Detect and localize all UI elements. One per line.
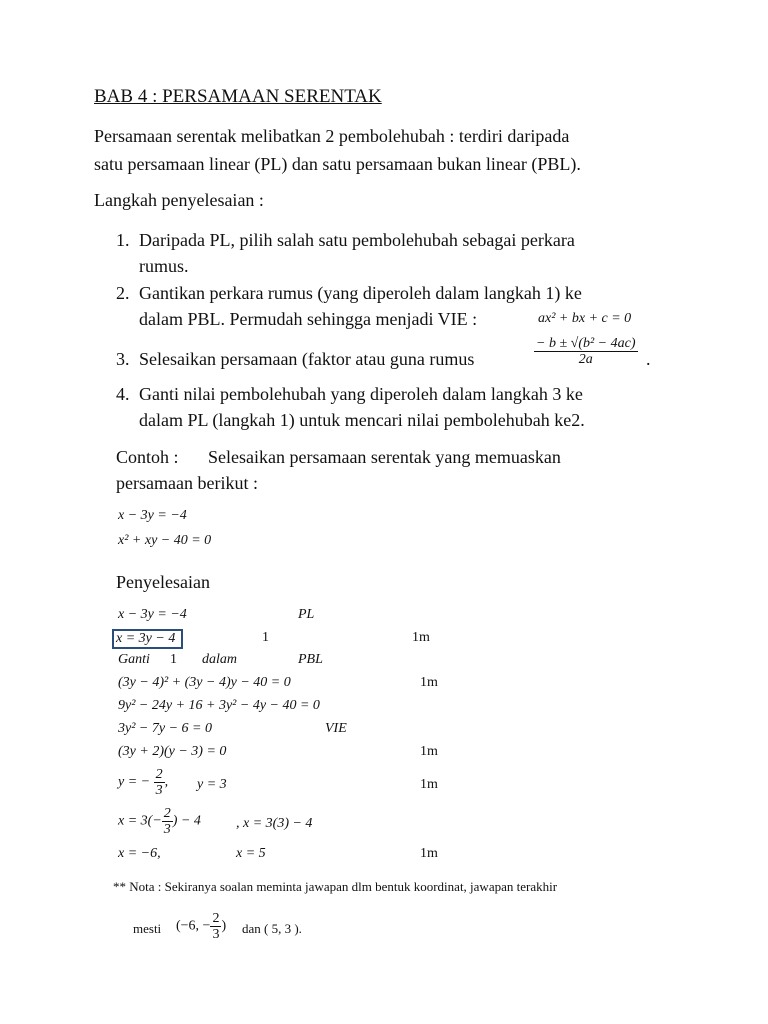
coord-prefix: (−6, − xyxy=(176,918,211,934)
step-1-line-2: rumus. xyxy=(139,256,189,276)
coord-numerator: 2 xyxy=(212,911,220,926)
row-9-suffix: ) − 4 xyxy=(172,813,201,829)
solution-row-9 xyxy=(118,806,201,837)
row-8-denominator: 3 xyxy=(155,783,163,798)
mark-row-8: 1m xyxy=(420,777,438,792)
step-1-line-1: Daripada PL, pilih salah satu pembolehubah sebagai perkara xyxy=(139,230,575,250)
solution-row-4: (3y − 4)² + (3y − 4)y − 40 = 0 xyxy=(118,675,291,690)
step-2-line-1: Gantikan perkara rumus (yang diperoleh dalam langkah 1) ke xyxy=(139,283,582,303)
example-text-2: persamaan berikut : xyxy=(116,473,258,493)
solution-row-6: 3y² − 7y − 6 = 0 xyxy=(118,721,212,736)
formula-denominator: 2a xyxy=(578,352,593,367)
quadratic-root-formula xyxy=(534,336,638,367)
solution-row-3-ganti: Ganti xyxy=(118,652,150,667)
coord-denominator: 3 xyxy=(212,927,220,942)
row-9-denominator: 3 xyxy=(163,822,171,837)
step-4-line-2: dalam PL (langkah 1) untuk mencari nilai pembolehubah ke2. xyxy=(139,410,585,430)
solution-row-3-one: 1 xyxy=(170,652,177,667)
step-3-number: 3. xyxy=(116,349,130,369)
row-8-comma: , xyxy=(164,774,169,790)
page-title: BAB 4 : PERSAMAAN SERENTAK xyxy=(94,86,382,107)
row-8-numerator: 2 xyxy=(155,767,163,782)
solution-row-5: 9y² − 24y + 16 + 3y² − 4y − 40 = 0 xyxy=(118,698,320,713)
row-9-numerator: 2 xyxy=(163,806,171,821)
coord-suffix: ) xyxy=(221,918,227,934)
example-label: Contoh : xyxy=(116,447,179,467)
note-and: dan ( 5, 3 ). xyxy=(242,921,302,936)
step-4-number: 4. xyxy=(116,384,130,404)
solution-row-8 xyxy=(118,767,168,798)
step-2-number: 2. xyxy=(116,283,130,303)
example-equation-2: x² + xy − 40 = 0 xyxy=(118,533,212,548)
solution-tag-vie: VIE xyxy=(325,721,347,736)
solution-row-8-y3: y = 3 xyxy=(197,777,227,792)
solution-heading: Penyelesaian xyxy=(116,572,210,592)
solution-row-7: (3y + 2)(y − 3) = 0 xyxy=(118,744,227,759)
step-1-number: 1. xyxy=(116,230,130,250)
row-9-prefix: x = 3(− xyxy=(118,813,162,829)
step-3-line-1: Selesaikan persamaan (faktor atau guna rumus xyxy=(139,349,475,369)
quadratic-formula-general: ax² + bx + c = 0 xyxy=(538,311,632,326)
steps-heading: Langkah penyelesaian : xyxy=(94,190,264,210)
solution-row-1: x − 3y = −4 xyxy=(118,607,187,622)
solution-row-2-boxed: x = 3y − 4 xyxy=(112,629,183,649)
solution-row-10-a: x = −6, xyxy=(118,846,161,861)
mark-row-2: 1m xyxy=(412,630,430,645)
solution-row-9-second: , x = 3(3) − 4 xyxy=(236,816,313,831)
example-equation-1: x − 3y = −4 xyxy=(118,508,187,523)
step-2-line-2: dalam PBL. Permudah sehingga menjadi VIE : xyxy=(139,309,478,329)
solution-tag-pbl: PBL xyxy=(298,652,323,667)
intro-line-1: Persamaan serentak melibatkan 2 pembolehubah : terdiri daripada xyxy=(94,126,570,146)
note-mesti: mesti xyxy=(133,921,162,936)
mark-row-10: 1m xyxy=(420,846,438,861)
solution-tag-pl: PL xyxy=(298,607,315,622)
example-text-1: Selesaikan persamaan serentak yang memuaskan xyxy=(208,447,561,467)
solution-row-2-label: 1 xyxy=(262,630,269,645)
row-8-prefix: y = − xyxy=(118,774,151,790)
intro-line-2: satu persamaan linear (PL) dan satu persamaan bukan linear (PBL). xyxy=(94,154,581,174)
note-coordinate xyxy=(176,911,226,942)
mark-row-7: 1m xyxy=(420,744,438,759)
step-4-line-1: Ganti nilai pembolehubah yang diperoleh dalam langkah 3 ke xyxy=(139,384,583,404)
step-3-end: . xyxy=(646,349,651,369)
solution-row-3-dalam: dalam xyxy=(202,652,237,667)
note-line-1: ** Nota : Sekiranya soalan meminta jawapan dlm bentuk koordinat, jawapan terakhir xyxy=(113,879,558,894)
solution-row-10-b: x = 5 xyxy=(236,846,266,861)
formula-numerator: − b ± √(b² − 4ac) xyxy=(536,336,636,351)
mark-row-4: 1m xyxy=(420,675,438,690)
